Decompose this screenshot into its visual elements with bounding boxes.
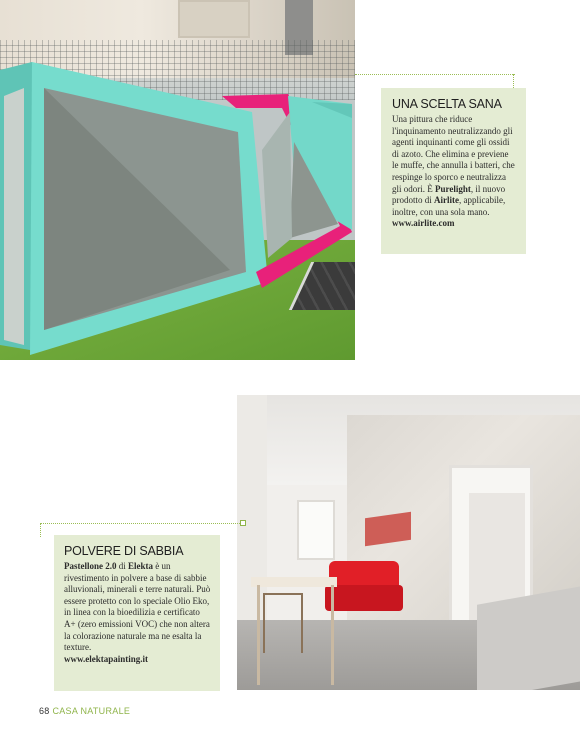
magazine-name: CASA NATURALE <box>52 706 131 716</box>
page-number: 68 <box>39 706 50 716</box>
brand-name: Airlite <box>434 195 459 206</box>
website-link[interactable]: www.airlite.com <box>392 218 455 229</box>
table-leg <box>257 585 260 685</box>
room-window <box>297 500 335 560</box>
body-text: , il nuovo prodotto di <box>392 183 506 206</box>
connector-end-square <box>240 520 246 526</box>
article-box-elekta <box>54 535 220 691</box>
table-leg <box>331 585 334 685</box>
article-body <box>64 561 212 665</box>
website-link[interactable]: www.elektapainting.it <box>64 653 149 664</box>
body-text: Una pittura che riduce l'inquinamento neutralizzando gli agenti inquinanti come gli ossidi di azoto. Che elimina e previene le muffe, che annulla i batteri, che respinge lo sporco e neutralizza gli odori. È <box>392 114 515 194</box>
article-title: POLVERE DI SABBIA <box>64 544 184 558</box>
dotted-connector <box>40 523 240 524</box>
photo-teal-structures <box>0 0 355 360</box>
product-name: Pastellone 2.0 <box>64 561 117 571</box>
product-name: Purelight <box>435 183 471 194</box>
photo-living-room <box>237 395 580 690</box>
article-box-airlite <box>381 88 526 254</box>
article-title: UNA SCELTA SANA <box>392 97 502 111</box>
body-text: , applicabile, inoltre, con una sola mano. <box>392 195 506 217</box>
article-body <box>392 114 517 230</box>
dining-table <box>251 577 337 587</box>
dotted-connector <box>355 74 515 75</box>
brand-name: Elekta <box>128 561 154 571</box>
wooden-chair <box>263 593 303 653</box>
page-footer <box>39 706 130 716</box>
triangle-structures <box>0 0 355 360</box>
dotted-connector <box>40 523 41 537</box>
body-text: è un rivestimento in polvere a base di sabbie alluvionali, minerali e terre naturali. Può essere protetto con lo speciale Olio Eko, in linea con la bioedilizia e certificato A+ (zero emissioni VOC) che non altera la colorazione naturale ma ne esalta la texture. <box>64 561 211 653</box>
dotted-connector <box>513 74 514 88</box>
kitchen-counter <box>477 585 580 690</box>
body-text: di <box>116 561 129 571</box>
red-sofa-seat <box>325 585 403 611</box>
